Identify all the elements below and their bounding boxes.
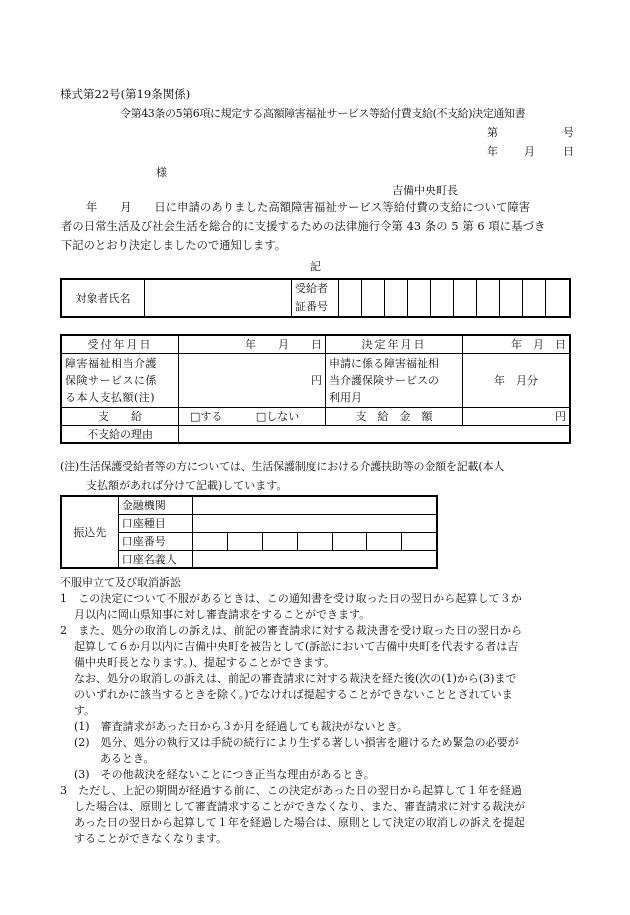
self-pay-unit: 円 <box>179 353 326 407</box>
decision-date-label: 決定年月日 <box>326 335 463 353</box>
reason-label: 不支給の理由 <box>61 425 179 443</box>
bank-table <box>60 495 438 569</box>
form-number: 様式第22号(第19条関係) <box>60 87 191 101</box>
date-month: 月 <box>524 145 535 158</box>
appeal-item2-line3: 備中央町長となります。)、提起することができます。 <box>74 656 336 669</box>
date-day: 日 <box>563 145 574 158</box>
cert-digit-2 <box>361 279 384 317</box>
option-no[interactable]: □しない <box>255 410 300 423</box>
cert-digit-7 <box>476 279 499 317</box>
appeal-item2-line1: 2 また、処分の取消しの訴えは、前記の審査請求に対する裁決書を受け取った日の翌日から <box>60 624 523 637</box>
issuer-name: 吉備中央町長 <box>392 184 458 197</box>
appeal-item3-line4: することができなくなります。 <box>74 832 228 845</box>
bank-label: 金融機関 <box>118 496 193 514</box>
account-type-value <box>193 514 437 532</box>
recipient-table <box>60 278 571 318</box>
decision-date-value: 年 月 日 <box>463 335 571 353</box>
cert-digit-8 <box>499 279 522 317</box>
cert-digit-4 <box>407 279 430 317</box>
addressee-suffix: 様 <box>156 166 167 179</box>
recipient-name-value <box>145 279 292 317</box>
appeal-item2-line2: 起算して６か月以内に吉備中央町を被告として(訴訟において吉備中央町を代表する者は吉 <box>74 640 519 653</box>
appeal-item2-line5: のいずれかに該当するときを除く。)でなければ提起することができないこととされていま <box>74 688 513 701</box>
appeal-sub1: (1) 審査請求があった日から３か月を経過しても裁決がないとき。 <box>74 720 409 733</box>
account-digit-4 <box>297 532 332 550</box>
amount-unit: 円 <box>463 407 571 425</box>
received-date-value: 年 月 日 <box>179 335 326 353</box>
number-suffix: 号 <box>563 126 574 139</box>
number-label: 第 <box>487 126 498 139</box>
decision-table <box>60 334 571 444</box>
ki-label: 記 <box>310 260 321 273</box>
account-type-label: 口座種目 <box>118 514 193 532</box>
account-digit-5 <box>332 532 367 550</box>
usage-month-label: 申請に係る障害福祉相 当介護保険サービスの 利用月 <box>326 353 463 407</box>
note-line-1: (注)生活保護受給者等の方については、生活保護制度における介護扶助等の金額を記載(本人 <box>60 460 505 473</box>
appeal-item3-line2: した場合は、原則として審査請求することができなくなり、また、審査請求に対する裁決が <box>74 800 525 813</box>
certificate-number-label: 受給者 証番号 <box>292 279 339 317</box>
appeal-heading: 不服申立て及び取消訴訟 <box>60 576 181 589</box>
self-pay-label: 障害福祉相当介護 保険サービスに係 る本人支払額(注) <box>61 353 179 407</box>
account-digit-7 <box>402 532 437 550</box>
received-date-label: 受付年月日 <box>61 335 179 353</box>
document-title: 令第43条の5第6項に規定する高額障害福祉サービス等給付費支給(不支給)決定通知書 <box>120 107 526 120</box>
cert-digit-3 <box>384 279 407 317</box>
appeal-item3-line1: 3 ただし、上記の期間が経過する前に、この決定があった日の翌日から起算して１年を経過 <box>60 784 523 797</box>
reason-value <box>179 425 571 443</box>
cert-digit-5 <box>430 279 453 317</box>
appeal-item2-line6: す。 <box>74 704 96 717</box>
account-digit-3 <box>262 532 297 550</box>
cert-digit-6 <box>453 279 476 317</box>
account-number-label: 口座番号 <box>118 532 193 550</box>
amount-label: 支 給 金 額 <box>326 407 463 425</box>
appeal-sub2-line2: あるとき。 <box>100 752 155 765</box>
bank-value <box>193 496 437 514</box>
payment-label: 支 給 <box>61 407 179 425</box>
usage-month-value: 年 月分 <box>463 353 571 407</box>
intro-line-2: 者の日常生活及び社会生活を総合的に支援するための法律施行令第 43 条の 5 第 6 項に基づき <box>61 220 546 233</box>
date-year: 年 <box>487 145 498 158</box>
account-digit-1 <box>193 532 228 550</box>
account-holder-value <box>193 550 437 568</box>
appeal-item2-line4: なお、処分の取消しの訴えは、前記の審査請求に対する裁決を経た後(次の(1)から(3)まで <box>74 672 517 685</box>
cert-digit-10 <box>545 279 570 317</box>
intro-line-3: 下記のとおり決定しましたので通知します。 <box>61 239 287 252</box>
account-holder-label: 口座名義人 <box>118 550 193 568</box>
account-digit-2 <box>228 532 263 550</box>
note-line-2: 支払額があれば分けて記載)しています。 <box>86 479 288 492</box>
appeal-sub2-line1: (2) 処分、処分の執行又は手続の続行により生ずる著しい損害を避けるため緊急の必要が <box>74 736 519 749</box>
intro-line-1: 年 月 日に申請のありました高額障害福祉サービス等給付費の支給について障害 <box>86 201 531 214</box>
recipient-name-label: 対象者氏名 <box>61 279 145 317</box>
account-digit-6 <box>367 532 402 550</box>
payment-options <box>179 407 326 425</box>
cert-digit-9 <box>522 279 545 317</box>
appeal-item1-line1: 1 この決定について不服があるときは、この通知書を受け取った日の翌日から起算して３か <box>60 592 522 605</box>
transfer-label: 振込先 <box>61 496 118 568</box>
cert-digit-1 <box>339 279 362 317</box>
appeal-item3-line3: あった日の翌日から起算して１年を経過した場合は、原則として決定の取消しの訴えを提起 <box>74 816 525 829</box>
appeal-item1-line2: 月以内に岡山県知事に対し審査請求をすることができます。 <box>74 608 371 621</box>
option-yes[interactable]: □する <box>190 410 223 423</box>
appeal-sub3: (3) その他裁決を経ないことにつき正当な理由があるとき。 <box>74 768 375 781</box>
